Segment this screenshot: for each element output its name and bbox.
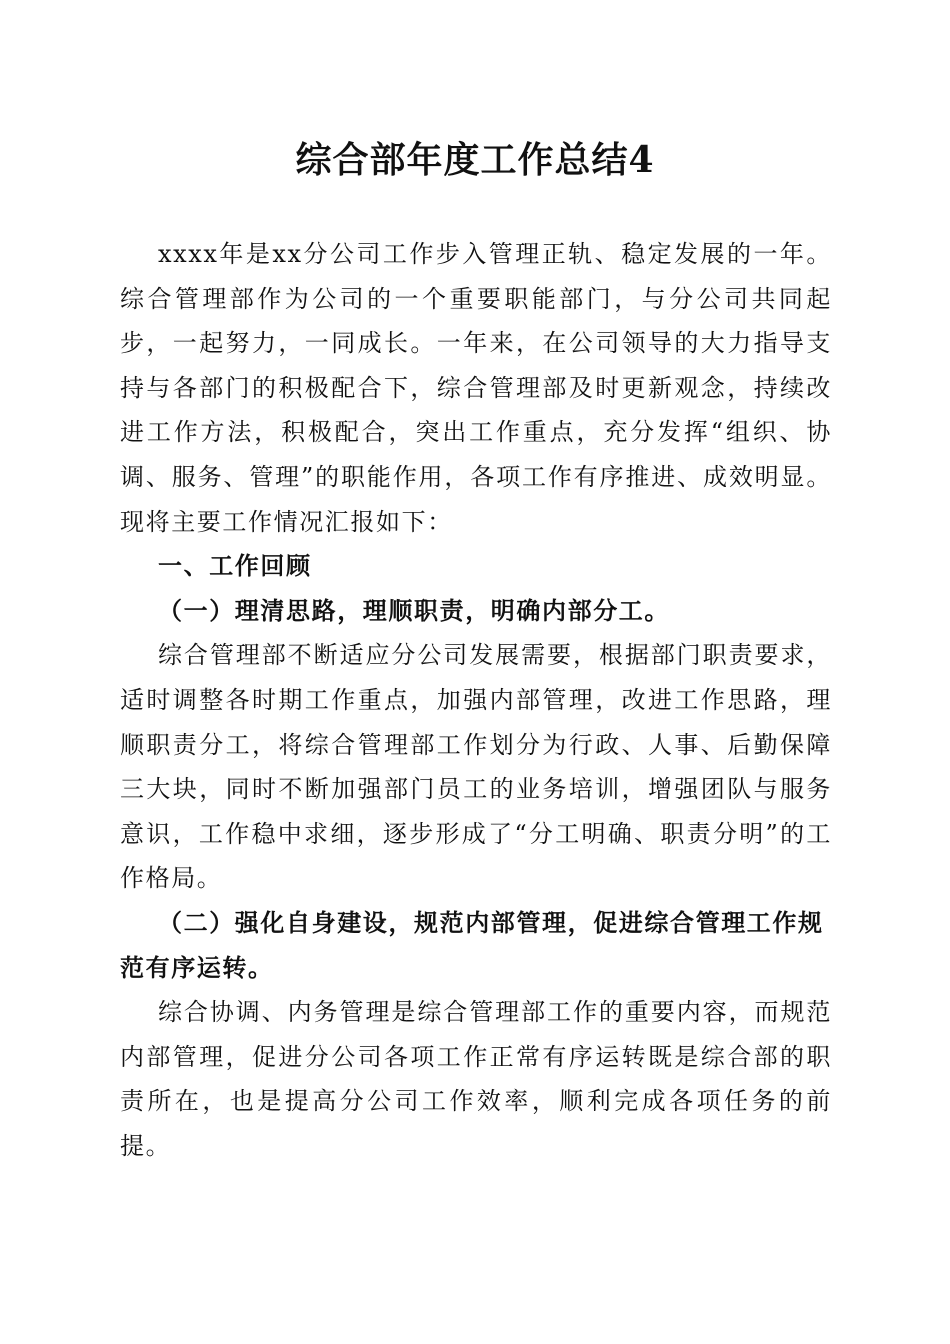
subsection-heading-1: （一）理清思路，理顺职责，明确内部分工。 bbox=[158, 595, 670, 625]
intro-paragraph: xxxx年是xx分公司工作步入管理正轨、稳定发展的一年。综合管理部作为公司的一个重要职能部门，与分公司共同起步，一起努力，一同成长。一年来，在公司领导的大力指导支持与各部门的积极配合下，综合管理部及时更新观念，持续改进工作方法，积极配合，突出工作重点，充分发挥“组织、协调、服务、管理”的职能作用，各项工作有序推进、成效明显。现将主要工作情况汇报如下： bbox=[120, 240, 832, 536]
document-title: 综合部年度工作总结4 bbox=[295, 139, 655, 181]
section-heading-review: 一、工作回顾 bbox=[158, 552, 312, 581]
document-body bbox=[120, 232, 832, 1168]
subsection-body-2: 综合协调、内务管理是综合管理部工作的重要内容，而规范内部管理，促进分公司各项工作正常有序运转既是综合部的职责所在，也是提高分公司工作效率，顺利完成各项任务的前提。 bbox=[120, 998, 832, 1160]
subsection-heading-2: （二）强化自身建设，规范内部管理，促进综合管理工作规范有序运转。 bbox=[120, 907, 824, 982]
subsection-body-1: 综合管理部不断适应分公司发展需要，根据部门职责要求，适时调整各时期工作重点，加强内部管理，改进工作思路，理顺职责分工，将综合管理部工作划分为行政、人事、后勤保障三大块，同时不断加强部门员工的业务培训，增强团队与服务意识，工作稳中求细，逐步形成了“分工明确、职责分明”的工作格局。 bbox=[120, 641, 832, 893]
